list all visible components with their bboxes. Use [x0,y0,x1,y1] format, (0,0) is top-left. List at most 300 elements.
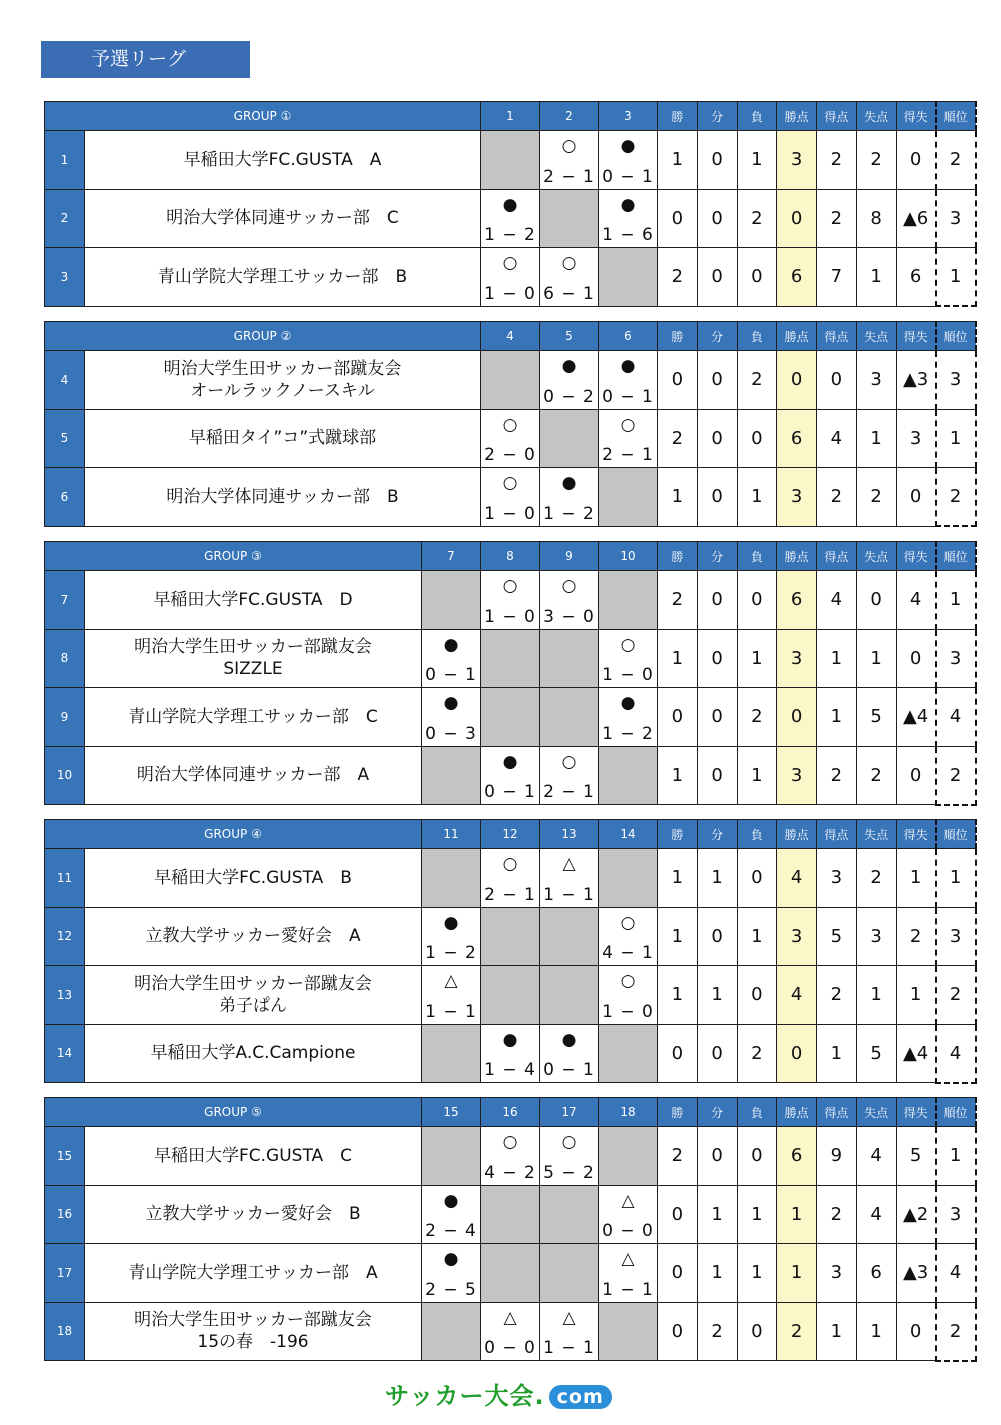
stat-rank: 3 [936,351,976,410]
stat-gd: 2 [896,907,936,966]
team-name-line1: 早稲田大学A.C.Campione [150,1043,356,1064]
stat-gd: 3 [896,409,936,468]
match-result [540,1127,599,1186]
stat-pts: 0 [777,189,817,248]
team-name-line1: 明治大学体同連サッカー部 A [136,765,370,786]
group-table [44,101,977,307]
stat-gd: 1 [896,966,936,1025]
header-l: 負 [737,820,777,849]
stat-d: 0 [697,189,737,248]
header-pts: 勝点 [777,1098,817,1127]
empty-cell [481,966,540,1025]
match-score: 1 − 2 [484,225,536,245]
match-score: 0 − 1 [484,782,536,802]
match-score: 3 − 0 [543,606,595,627]
group-header-row [45,820,976,849]
group-header-row [45,1098,976,1127]
stat-gf: 2 [817,189,857,248]
team-name [85,351,481,410]
team-name-line1: 明治大学生田サッカー部蹴友会 [134,973,372,994]
header-d: 分 [697,102,737,131]
stat-gf: 2 [817,131,857,190]
team-number: 17 [45,1244,85,1303]
result-symbol: ● [443,912,459,933]
group-table [44,541,977,806]
stat-l: 1 [737,746,777,805]
team-name-line1: 早稲田大学FC.GUSTA C [153,1145,353,1166]
stat-pts: 3 [777,629,817,688]
stat-d: 0 [697,907,737,966]
stat-l: 1 [737,907,777,966]
header-rank: 順位 [936,102,976,131]
header-d: 分 [697,542,737,571]
match-score: 2 − 5 [425,1279,477,1300]
stat-w: 1 [658,907,698,966]
team-name-line1: 明治大学生田サッカー部蹴友会 [134,1310,372,1331]
empty-cell [422,746,481,805]
stat-l: 0 [737,966,777,1025]
team-name [85,131,481,190]
stat-pts: 3 [777,907,817,966]
stat-pts: 6 [777,248,817,307]
stat-w: 2 [658,1127,698,1186]
stat-l: 2 [737,688,777,747]
opponent-header: 15 [422,1098,481,1127]
match-score: 1 − 2 [543,503,595,524]
match-score: 4 − 2 [484,1162,536,1183]
match-score: 1 − 1 [602,1279,654,1300]
stat-rank: 2 [936,468,976,527]
empty-cell [540,1185,599,1244]
result-symbol: ○ [620,912,636,933]
result-symbol: △ [562,1307,576,1328]
stat-d: 1 [697,1185,737,1244]
header-w: 勝 [658,102,698,131]
team-row [45,849,976,908]
team-name [85,849,422,908]
match-result [599,409,658,468]
team-name-line2: SIZZLE [223,659,283,680]
stat-d: 1 [697,849,737,908]
stat-l: 1 [737,1244,777,1303]
match-score: 0 − 1 [425,665,477,685]
group-table [44,321,977,527]
header-pts: 勝点 [777,102,817,131]
match-score: 2 − 0 [484,445,536,465]
team-row [45,1302,976,1361]
header-rank: 順位 [936,322,976,351]
match-score: 1 − 0 [602,665,654,685]
stat-w: 1 [658,746,698,805]
header-pts: 勝点 [777,322,817,351]
stat-ga: 4 [856,1185,896,1244]
stat-d: 0 [697,351,737,410]
group-table [44,1097,977,1362]
empty-cell [599,1302,658,1361]
team-row [45,1127,976,1186]
stat-pts: 1 [777,1185,817,1244]
stat-rank: 3 [936,629,976,688]
stat-gd: ▲3 [896,1244,936,1303]
logo-text: サッカー大会. [385,1382,545,1410]
team-number: 1 [45,131,85,190]
stat-rank: 4 [936,1244,976,1303]
match-result [481,746,540,805]
team-name-line2: オールラックノースキル [190,380,375,401]
team-name [85,1024,422,1083]
stat-w: 2 [658,409,698,468]
match-score: 2 − 1 [543,166,595,187]
match-result [540,248,599,307]
stat-l: 2 [737,351,777,410]
team-name-line1: 立教大学サッカー愛好会 B [145,1204,361,1225]
match-score: 0 − 0 [484,1338,536,1358]
header-d: 分 [697,1098,737,1127]
stat-d: 1 [697,966,737,1025]
stat-ga: 4 [856,1127,896,1186]
stat-gd: ▲4 [896,1024,936,1083]
empty-cell [422,1127,481,1186]
match-score: 1 − 2 [602,723,654,744]
stat-gd: 4 [896,571,936,630]
empty-cell [481,629,540,688]
match-result [422,629,481,688]
group-name: GROUP ② [45,322,481,351]
stat-gd: 0 [896,629,936,688]
stat-gf: 1 [817,629,857,688]
team-name-line2: 弟子ぱん [219,995,287,1016]
opponent-header: 8 [481,542,540,571]
match-result [540,746,599,805]
stat-ga: 8 [856,189,896,248]
opponent-header: 13 [540,820,599,849]
stat-w: 1 [658,849,698,908]
result-symbol: ○ [502,576,518,596]
match-result [422,1244,481,1303]
team-name-line1: 明治大学体同連サッカー部 B [166,486,399,507]
result-symbol: ○ [502,1132,518,1152]
team-number: 15 [45,1127,85,1186]
team-number: 7 [45,571,85,630]
empty-cell [599,248,658,307]
stat-w: 2 [658,248,698,307]
result-symbol: ○ [502,473,518,493]
stat-rank: 3 [936,1185,976,1244]
team-name-line1: 早稲田大学FC.GUSTA D [153,589,353,610]
empty-cell [481,1185,540,1244]
stat-gf: 9 [817,1127,857,1186]
result-symbol: ● [561,356,577,376]
team-row [45,966,976,1025]
stat-w: 0 [658,1244,698,1303]
stat-l: 0 [737,1127,777,1186]
group-name: GROUP ③ [45,542,422,571]
stat-gd: 0 [896,468,936,527]
opponent-header: 10 [599,542,658,571]
team-number: 13 [45,966,85,1025]
result-symbol: ○ [561,751,577,772]
team-name-line1: 青山学院大学理工サッカー部 C [128,706,378,727]
site-logo[interactable] [385,1376,612,1411]
team-row [45,351,976,410]
stat-ga: 3 [856,907,896,966]
match-result [599,1185,658,1244]
match-result [540,351,599,410]
empty-cell [540,629,599,688]
match-result [481,409,540,468]
stat-ga: 6 [856,1244,896,1303]
team-number: 11 [45,849,85,908]
match-result [422,1185,481,1244]
stat-ga: 5 [856,688,896,747]
empty-cell [481,688,540,747]
opponent-header: 1 [481,102,540,131]
stat-w: 0 [658,1185,698,1244]
match-score: 2 − 4 [425,1221,477,1241]
empty-cell [540,907,599,966]
empty-cell [481,351,540,410]
header-pts: 勝点 [777,542,817,571]
match-result [481,1127,540,1186]
header-ga: 失点 [856,820,896,849]
header-d: 分 [697,820,737,849]
stat-l: 1 [737,1185,777,1244]
result-symbol: ○ [561,253,577,273]
match-result [540,131,599,190]
team-row [45,409,976,468]
team-number: 14 [45,1024,85,1083]
match-result [422,907,481,966]
match-result [599,629,658,688]
result-symbol: ● [443,1190,459,1211]
match-result [422,688,481,747]
team-row [45,1244,976,1303]
result-symbol: ● [502,751,518,772]
header-l: 負 [737,322,777,351]
team-name [85,1244,422,1303]
match-result [481,189,540,248]
team-number: 5 [45,409,85,468]
team-number: 18 [45,1302,85,1361]
stat-w: 1 [658,468,698,527]
match-result [540,849,599,908]
result-symbol: ○ [620,634,636,655]
stat-gd: ▲4 [896,688,936,747]
match-score: 1 − 0 [484,283,536,304]
stat-pts: 0 [777,351,817,410]
stat-gd: ▲6 [896,189,936,248]
team-name [85,409,481,468]
stat-d: 0 [697,688,737,747]
team-row [45,688,976,747]
team-row [45,468,976,527]
stat-ga: 1 [856,409,896,468]
team-name-line1: 明治大学生田サッカー部蹴友会 [134,637,372,658]
stat-l: 0 [737,571,777,630]
stat-gf: 1 [817,1302,857,1361]
match-score: 0 − 3 [425,723,477,744]
opponent-header: 11 [422,820,481,849]
team-name-line1: 明治大学生田サッカー部蹴友会 [163,358,402,379]
stat-rank: 2 [936,1302,976,1361]
match-score: 5 − 2 [543,1162,595,1183]
empty-cell [422,571,481,630]
stat-gd: 0 [896,1302,936,1361]
stat-ga: 1 [856,629,896,688]
match-score: 1 − 0 [484,606,536,627]
result-symbol: ● [620,356,636,376]
group-name: GROUP ⑤ [45,1098,422,1127]
match-result [599,907,658,966]
header-d: 分 [697,322,737,351]
header-ga: 失点 [856,102,896,131]
header-w: 勝 [658,542,698,571]
opponent-header: 5 [540,322,599,351]
stat-rank: 3 [936,189,976,248]
empty-cell [599,1127,658,1186]
header-l: 負 [737,542,777,571]
team-number: 16 [45,1185,85,1244]
empty-cell [540,1244,599,1303]
team-name [85,1185,422,1244]
group-header-row [45,322,976,351]
stat-w: 0 [658,189,698,248]
team-name [85,966,422,1025]
team-row [45,248,976,307]
result-symbol: ○ [620,971,636,991]
team-row [45,189,976,248]
header-rank: 順位 [936,820,976,849]
stat-d: 0 [697,571,737,630]
stat-pts: 6 [777,409,817,468]
opponent-header: 2 [540,102,599,131]
team-row [45,907,976,966]
stat-pts: 3 [777,468,817,527]
stat-pts: 4 [777,966,817,1025]
stat-d: 1 [697,1244,737,1303]
stat-gf: 0 [817,351,857,410]
opponent-header: 17 [540,1098,599,1127]
header-ga: 失点 [856,1098,896,1127]
empty-cell [481,1244,540,1303]
opponent-header: 12 [481,820,540,849]
empty-cell [599,571,658,630]
stat-gf: 2 [817,966,857,1025]
result-symbol: △ [562,854,576,874]
result-symbol: ● [443,1249,459,1269]
header-pts: 勝点 [777,820,817,849]
stat-d: 0 [697,1024,737,1083]
result-symbol: ● [561,473,577,493]
group-header-row [45,102,976,131]
team-name-line1: 明治大学体同連サッカー部 C [166,208,399,229]
opponent-header: 6 [599,322,658,351]
stat-l: 2 [737,1024,777,1083]
team-name [85,1302,422,1361]
stat-rank: 2 [936,966,976,1025]
result-symbol: ● [443,693,459,713]
empty-cell [540,688,599,747]
result-symbol: △ [444,971,458,991]
team-number: 6 [45,468,85,527]
stat-gd: ▲2 [896,1185,936,1244]
match-score: 2 − 1 [484,884,536,905]
team-name [85,688,422,747]
stat-w: 1 [658,966,698,1025]
stat-rank: 3 [936,907,976,966]
stat-rank: 1 [936,1127,976,1186]
stat-pts: 6 [777,571,817,630]
match-score: 2 − 1 [543,782,595,802]
team-name-line1: 早稲田大学FC.GUSTA B [154,867,352,888]
team-row [45,131,976,190]
empty-cell [422,849,481,908]
match-score: 1 − 0 [484,503,536,524]
stat-l: 0 [737,248,777,307]
stat-gf: 5 [817,907,857,966]
stat-rank: 4 [936,1024,976,1083]
result-symbol: ○ [502,854,518,874]
stat-d: 0 [697,248,737,307]
stat-d: 0 [697,409,737,468]
stat-rank: 2 [936,746,976,805]
match-score: 1 − 6 [602,225,654,245]
stat-w: 1 [658,629,698,688]
stat-gd: 6 [896,248,936,307]
team-name [85,746,422,805]
stat-gf: 4 [817,571,857,630]
stat-d: 0 [697,131,737,190]
match-score: 1 − 2 [425,943,477,963]
stat-gd: 1 [896,849,936,908]
header-gd: 得失 [896,542,936,571]
header-rank: 順位 [936,542,976,571]
stat-d: 2 [697,1302,737,1361]
stat-gd: ▲3 [896,351,936,410]
stat-l: 0 [737,409,777,468]
result-symbol: ● [620,136,636,156]
result-symbol: △ [503,1307,517,1328]
match-result [481,248,540,307]
opponent-header: 7 [422,542,481,571]
header-gd: 得失 [896,322,936,351]
match-result [540,468,599,527]
team-row [45,571,976,630]
empty-cell [422,1302,481,1361]
stat-pts: 1 [777,1244,817,1303]
stat-ga: 2 [856,131,896,190]
match-result [481,571,540,630]
group-name: GROUP ④ [45,820,422,849]
stat-ga: 1 [856,966,896,1025]
empty-cell [540,409,599,468]
match-score: 0 − 2 [543,386,595,407]
stat-ga: 3 [856,351,896,410]
empty-cell [599,746,658,805]
opponent-header: 18 [599,1098,658,1127]
stat-ga: 2 [856,468,896,527]
header-ga: 失点 [856,322,896,351]
stat-pts: 3 [777,746,817,805]
header-gf: 得点 [817,542,857,571]
stat-gf: 2 [817,746,857,805]
team-row [45,1024,976,1083]
result-symbol: ● [443,634,459,655]
result-symbol: ● [620,693,636,713]
header-gd: 得失 [896,1098,936,1127]
group-name: GROUP ① [45,102,481,131]
stat-pts: 4 [777,849,817,908]
